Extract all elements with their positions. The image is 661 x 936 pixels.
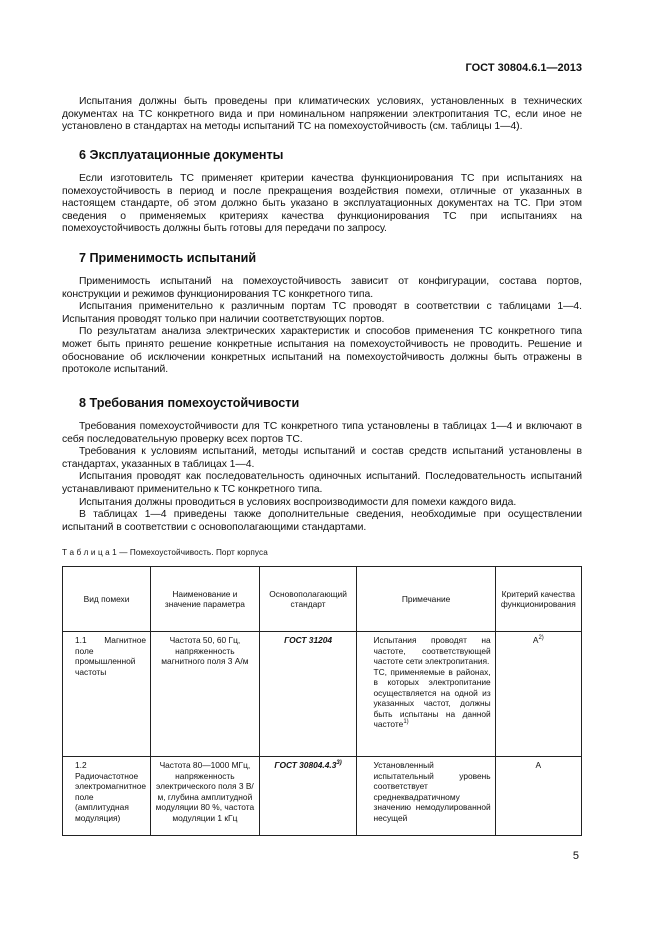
section-7 — [62, 251, 582, 377]
intro-paragraph: Испытания должны быть проведены при климатических условиях, установленных в технических документах на ТС конкретного вида и при номинальном напряжении электропитания ТС, если иное не установлено в стандартах на методы испытаний ТС на помехоустойчивость (см. таблицы 1—4). — [62, 96, 582, 133]
cell-standard — [259, 757, 357, 836]
column-header: Критерий качества функционирования — [495, 567, 581, 632]
standard-text: ГОСТ 31204 — [284, 635, 333, 645]
cell-criterion — [495, 757, 581, 836]
note-text: Установленный испытательный уровень соответствует среднеквадратичному значению немодулированной несущей — [373, 760, 491, 823]
cell-standard — [259, 632, 357, 757]
note-text — [361, 667, 490, 730]
document-code: ГОСТ 30804.6.1—2013 — [465, 62, 582, 74]
section-8-paragraph: Испытания проводят как последовательность одиночных испытаний. Последовательность испытаний устанавливают применительно к ТС конкретного типа. — [62, 471, 582, 495]
table-1 — [62, 566, 582, 836]
cell-disturbance-type: 1.2 Радиочастотное электромагнитное поле (амплитудная модуляция) — [63, 757, 151, 836]
table-caption: Т а б л и ц а 1 — Помехоустойчивость. Порт корпуса — [62, 548, 268, 557]
standard-text: ГОСТ 30804.4.3 — [274, 760, 337, 770]
cell-disturbance-type: 1.1 Магнитное поле промышленной частоты — [63, 632, 151, 757]
section-8-paragraph: Требования помехоустойчивости для ТС конкретного типа установлены в таблицах 1—4 и включают в себя последовательную проверку всех портов ТС. — [62, 421, 582, 445]
section-7-paragraph: Испытания применительно к различным портам ТС проводят в соответствии с таблицами 1—4. Испытания проводят только при наличии соответствующих портов. — [62, 301, 582, 325]
column-header: Примечание — [357, 567, 495, 632]
intro-block — [62, 96, 582, 134]
note-footnote: 1) — [403, 719, 409, 726]
section-7-title: 7 Применимость испытаний — [79, 251, 257, 265]
section-6 — [62, 148, 582, 236]
section-8-title: 8 Требования помехоустойчивости — [79, 396, 300, 410]
cell-criterion — [495, 632, 581, 757]
section-6-title: 6 Эксплуатационные документы — [79, 148, 284, 162]
cell-parameter: Частота 50, 60 Гц, напряженность магнитного поля 3 А/м — [151, 632, 260, 757]
cell-parameter: Частота 80—1000 МГц, напряженность электрического поля 3 В/м, глубина амплитудной модуляции 80 %, частота модуляции 1 кГц — [151, 757, 260, 836]
cell-note — [357, 632, 495, 757]
criterion-footnote: 2) — [538, 635, 544, 642]
criterion-value: А — [535, 760, 542, 770]
section-7-paragraph: По результатам анализа электрических характеристик и способов применения ТС конкретного типа может быть принято решение конкретные испытания на помехоустойчивость не проводить. Решение и обоснование об исключении конкретных испытаний на помехоустойчивость должны быть отражены в протоколе испытаний. — [62, 326, 582, 376]
table-row — [63, 632, 582, 757]
table-row — [63, 757, 582, 836]
standard-footnote: 3) — [336, 760, 342, 767]
column-header: Основополагающий стандарт — [259, 567, 357, 632]
section-8-paragraph: Испытания должны проводиться в условиях воспроизводимости для помехи каждого вида. — [79, 496, 517, 508]
section-7-paragraph: Применимость испытаний на помехоустойчивость зависит от конфигурации, состава портов, конструкции и режимов функционирования ТС конкретного типа. — [62, 276, 582, 300]
table-header-row — [63, 567, 582, 632]
section-8-paragraph: В таблицах 1—4 приведены также дополнительные сведения, необходимые при осуществлении испытаний в соответствии с основополагающими стандартами. — [62, 509, 582, 533]
criterion-value: А — [532, 635, 539, 645]
column-header: Вид помехи — [63, 567, 151, 632]
note-text-part: ТС, применяемые в районах, в которых электропитание осуществляется на одной из указанных частот, должны быть испытаны на данной частоте — [373, 666, 491, 729]
note-text: Испытания проводят на частоте, соответствующей частоте сети электропитания. — [373, 635, 491, 666]
cell-note — [357, 757, 495, 836]
section-8 — [62, 396, 582, 534]
column-header: Наименование и значение параметра — [151, 567, 260, 632]
section-6-paragraph: Если изготовитель ТС применяет критерии качества функционирования ТС при испытаниях на помехоустойчивость в период и после прекращения воздействия помехи, отличные от указанных в настоящем стандарте, об этом должно быть указано в эксплуатационных документах на ТС. При этом сведения о применяемых критериях качества функционирования ТС при испытаниях на помехоустойчивость должны быть готовы для передачи по запросу. — [62, 173, 582, 235]
page-number: 5 — [572, 850, 579, 862]
section-8-paragraph: Требования к условиям испытаний, методы испытаний и состав средств испытаний установлены в стандартах, указанных в таблицах 1—4. — [62, 446, 582, 470]
